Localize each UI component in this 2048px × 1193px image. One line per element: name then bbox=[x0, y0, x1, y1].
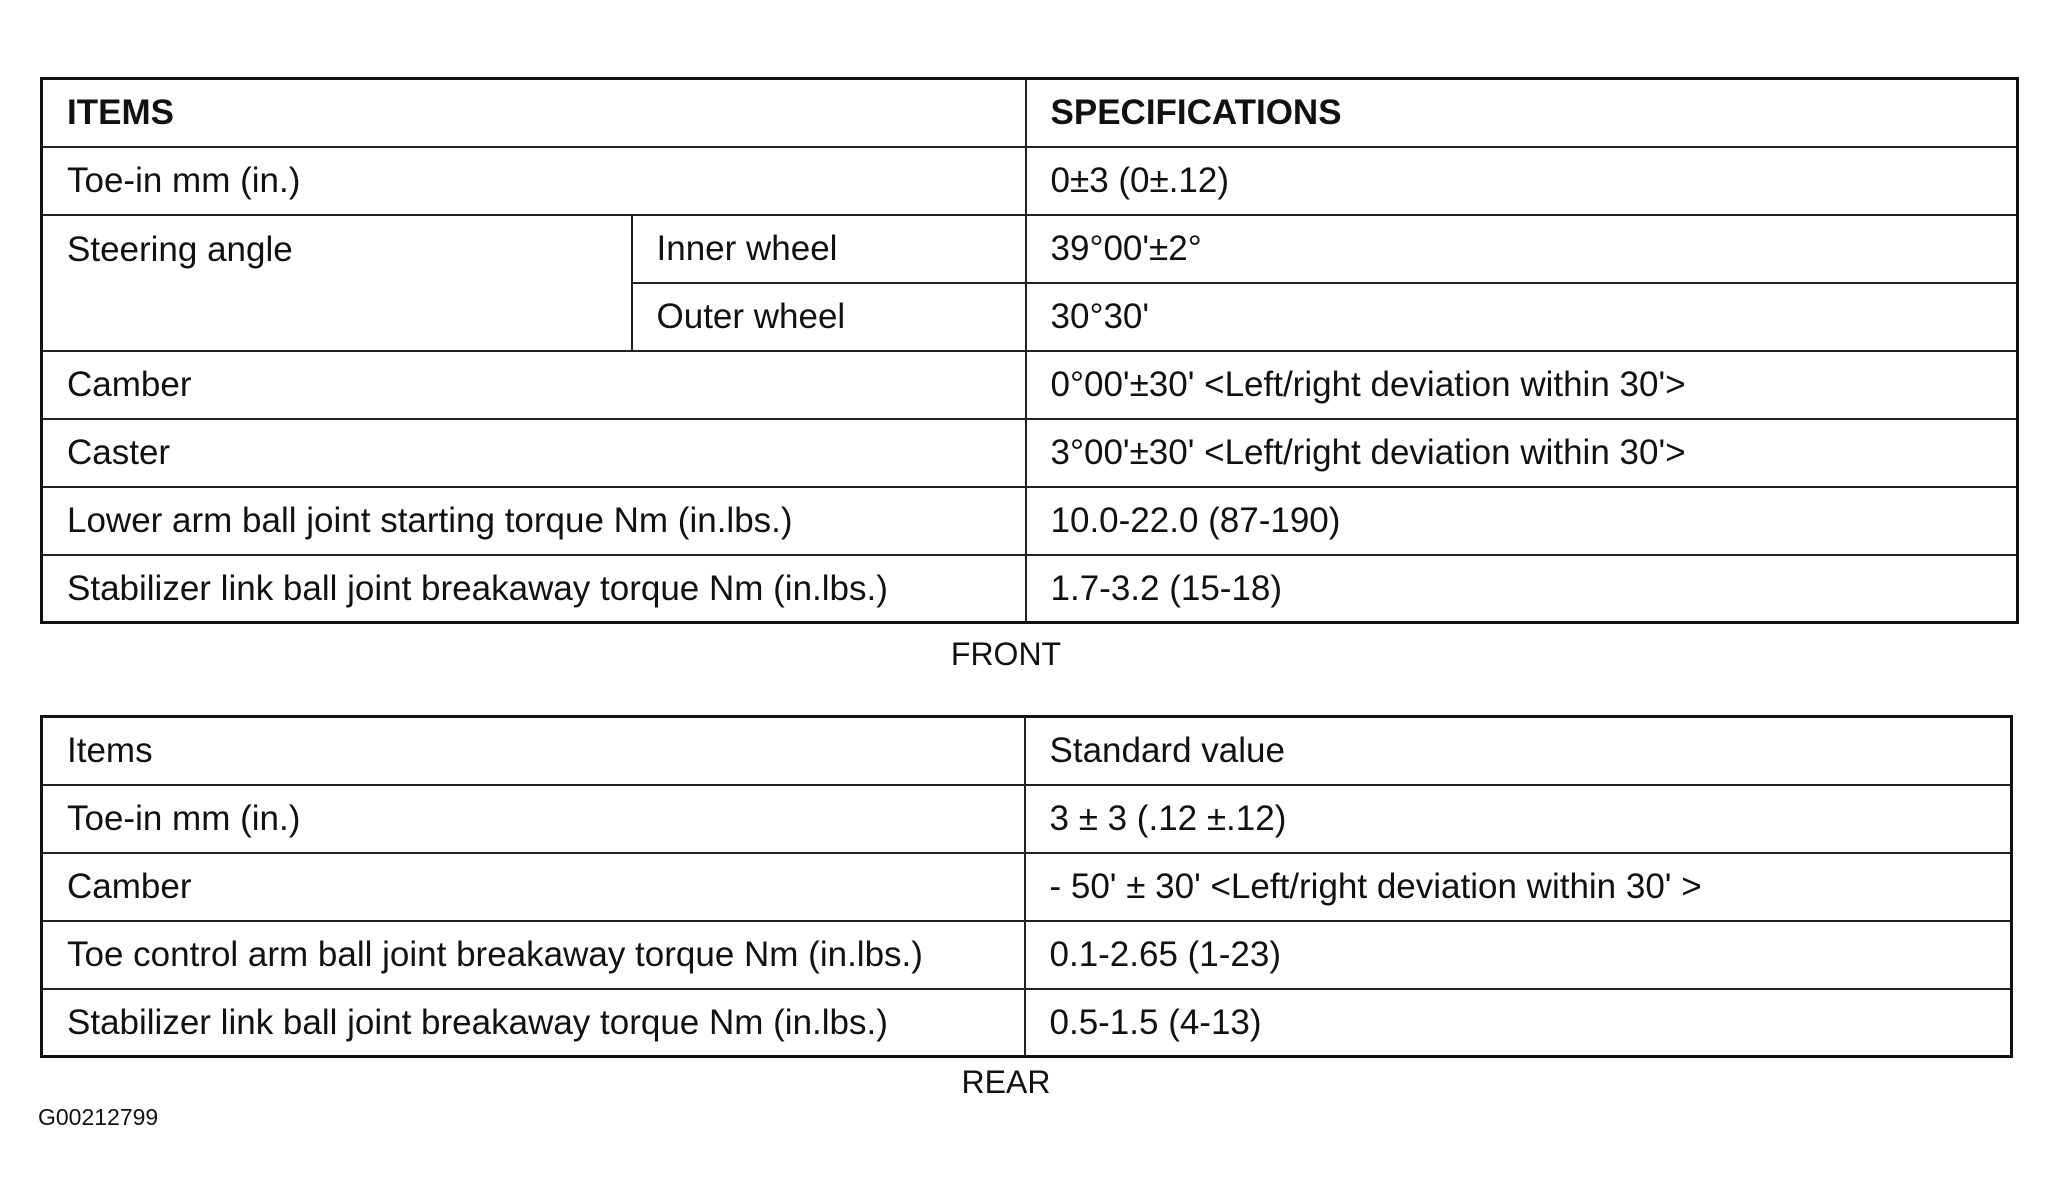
table-row bbox=[42, 853, 2012, 921]
rear-row-value: 0.1-2.65 (1-23) bbox=[1025, 921, 2012, 989]
table-row bbox=[42, 921, 2012, 989]
rear-row-value: 0.5-1.5 (4-13) bbox=[1025, 989, 2012, 1057]
figure-code: G00212799 bbox=[38, 1104, 159, 1130]
table-row bbox=[42, 147, 2018, 215]
inner-wheel-label: Inner wheel bbox=[632, 215, 1026, 283]
front-specifications-header: SPECIFICATIONS bbox=[1026, 79, 2018, 147]
front-caption: FRONT bbox=[950, 636, 1062, 672]
camber-label: Camber bbox=[42, 351, 1026, 419]
lower-arm-value: 10.0-22.0 (87-190) bbox=[1026, 487, 2018, 555]
front-header-row bbox=[42, 79, 2018, 147]
outer-wheel-label: Outer wheel bbox=[632, 283, 1026, 351]
rear-row-label: Toe-in mm (in.) bbox=[42, 785, 1025, 853]
table-row bbox=[42, 215, 2018, 283]
toe-in-value: 0±3 (0±.12) bbox=[1026, 147, 2018, 215]
rear-row-value: 3 ± 3 (.12 ±.12) bbox=[1025, 785, 2012, 853]
rear-row-label: Toe control arm ball joint breakaway torque Nm (in.lbs.) bbox=[42, 921, 1025, 989]
table-row bbox=[42, 555, 2018, 623]
steering-angle-label: Steering angle bbox=[42, 215, 632, 351]
inner-wheel-value: 39°00'±2° bbox=[1026, 215, 2018, 283]
toe-in-label: Toe-in mm (in.) bbox=[42, 147, 1026, 215]
caster-value: 3°00'±30' <Left/right deviation within 30'> bbox=[1026, 419, 2018, 487]
rear-caption: REAR bbox=[961, 1064, 1051, 1100]
lower-arm-label: Lower arm ball joint starting torque Nm (in.lbs.) bbox=[42, 487, 1026, 555]
rear-row-label: Camber bbox=[42, 853, 1025, 921]
rear-header-row bbox=[42, 717, 2012, 785]
table-row bbox=[42, 487, 2018, 555]
rear-items-header: Items bbox=[42, 717, 1025, 785]
rear-standard-value-header: Standard value bbox=[1025, 717, 2012, 785]
rear-row-label: Stabilizer link ball joint breakaway torque Nm (in.lbs.) bbox=[42, 989, 1025, 1057]
caster-label: Caster bbox=[42, 419, 1026, 487]
front-items-header: ITEMS bbox=[42, 79, 1026, 147]
table-row bbox=[42, 785, 2012, 853]
rear-spec-table bbox=[40, 715, 2013, 1058]
rear-row-value: - 50' ± 30' <Left/right deviation within 30' > bbox=[1025, 853, 2012, 921]
table-row bbox=[42, 419, 2018, 487]
stabilizer-value: 1.7-3.2 (15-18) bbox=[1026, 555, 2018, 623]
camber-value: 0°00'±30' <Left/right deviation within 30'> bbox=[1026, 351, 2018, 419]
front-spec-table bbox=[40, 77, 2019, 624]
stabilizer-label: Stabilizer link ball joint breakaway torque Nm (in.lbs.) bbox=[42, 555, 1026, 623]
outer-wheel-value: 30°30' bbox=[1026, 283, 2018, 351]
table-row bbox=[42, 351, 2018, 419]
table-row bbox=[42, 989, 2012, 1057]
